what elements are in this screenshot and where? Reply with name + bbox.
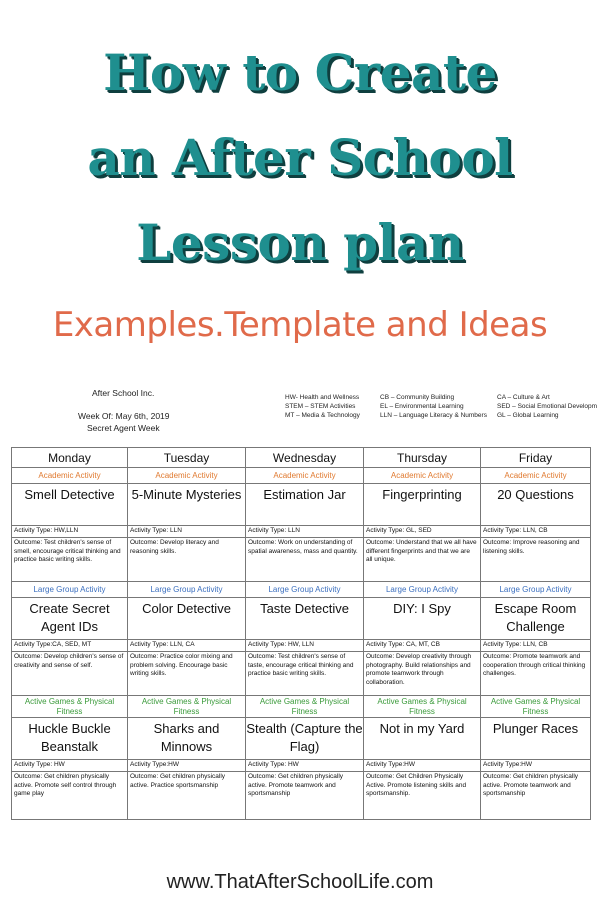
activity-row bbox=[12, 484, 591, 526]
category-row bbox=[12, 582, 591, 598]
category-label: Active Games & Physical Fitness bbox=[364, 696, 481, 718]
outcome-text: Outcome: Develop children's sense of creativity and sense of self. bbox=[12, 652, 128, 696]
outcome-text: Outcome: Get children physically active. Promote self control through game play bbox=[12, 772, 128, 820]
outcome-row bbox=[12, 652, 591, 696]
activity-type-row bbox=[12, 760, 591, 772]
category-label: Active Games & Physical Fitness bbox=[246, 696, 364, 718]
category-label: Active Games & Physical Fitness bbox=[481, 696, 591, 718]
activity-name: Sharks and Minnows bbox=[128, 718, 246, 760]
category-label: Large Group Activity bbox=[12, 582, 128, 598]
category-label: Large Group Activity bbox=[364, 582, 481, 598]
category-row bbox=[12, 696, 591, 718]
category-label: Academic Activity bbox=[128, 468, 246, 484]
legend-item: CA – Culture & Art bbox=[497, 394, 550, 401]
day-header-row bbox=[12, 448, 591, 468]
activity-name: 20 Questions bbox=[481, 484, 591, 526]
outcome-text: Outcome: Get children physically active. Promote teamwork and sportsmanship bbox=[481, 772, 591, 820]
activity-row bbox=[12, 598, 591, 640]
day-header: Tuesday bbox=[128, 448, 246, 468]
outcome-text: Outcome: Get children physically active. Practice sportsmanship bbox=[128, 772, 246, 820]
title-line-3: Lesson plan bbox=[136, 213, 464, 272]
activity-type: Activity Type: HW,LLN bbox=[12, 526, 128, 538]
legend-item: EL – Environmental Learning bbox=[380, 403, 464, 410]
outcome-text: Outcome: Get Children Physically Active. Promote listening skills and sportsmanship. bbox=[364, 772, 481, 820]
website-url[interactable]: www.ThatAfterSchoolLife.com bbox=[166, 871, 434, 893]
org-name: After School Inc. bbox=[92, 388, 155, 398]
outcome-row bbox=[12, 772, 591, 820]
category-label: Academic Activity bbox=[246, 468, 364, 484]
activity-type: Activity Type: LLN bbox=[128, 526, 246, 538]
activity-type: Activity Type:HW bbox=[364, 760, 481, 772]
activity-type: Activity Type: LLN bbox=[246, 526, 364, 538]
legend-column-2 bbox=[380, 393, 487, 420]
activity-type: Activity Type: CA, MT, CB bbox=[364, 640, 481, 652]
outcome-text: Outcome: Develop literacy and reasoning skills. bbox=[128, 538, 246, 582]
activity-name: DIY: I Spy bbox=[364, 598, 481, 640]
subtitle: Examples.Template and Ideas bbox=[52, 305, 548, 345]
activity-type-row bbox=[12, 526, 591, 538]
outcome-row bbox=[12, 538, 591, 582]
activity-name: Huckle Buckle Beanstalk bbox=[12, 718, 128, 760]
title-line-1: How to Create bbox=[103, 43, 497, 102]
activity-type: Activity Type: HW, LLN bbox=[246, 640, 364, 652]
category-label: Academic Activity bbox=[364, 468, 481, 484]
activity-name: Fingerprinting bbox=[364, 484, 481, 526]
day-header: Friday bbox=[481, 448, 591, 468]
category-label: Large Group Activity bbox=[128, 582, 246, 598]
activity-name: 5-Minute Mysteries bbox=[128, 484, 246, 526]
activity-type: Activity Type: HW bbox=[246, 760, 364, 772]
category-label: Large Group Activity bbox=[246, 582, 364, 598]
title-line-2: an After School bbox=[87, 128, 513, 187]
activity-name: Plunger Races bbox=[481, 718, 591, 760]
legend-item: STEM – STEM Activities bbox=[285, 403, 356, 410]
outcome-text: Outcome: Promote teamwork and cooperation through critical thinking challenges. bbox=[481, 652, 591, 696]
outcome-text: Outcome: Practice color mixing and problem solving. Encourage basic writing skills. bbox=[128, 652, 246, 696]
legend-item: LLN – Language Literacy & Numbers bbox=[380, 412, 487, 419]
legend-item: CB – Community Building bbox=[380, 394, 455, 401]
activity-name: Not in my Yard bbox=[364, 718, 481, 760]
category-label: Academic Activity bbox=[481, 468, 591, 484]
legend-column-3 bbox=[497, 393, 597, 420]
legend-item: MT – Media & Technology bbox=[285, 412, 360, 419]
lesson-plan-table bbox=[11, 447, 591, 820]
day-header: Monday bbox=[12, 448, 128, 468]
activity-name: Color Detective bbox=[128, 598, 246, 640]
activity-name: Create Secret Agent IDs bbox=[12, 598, 128, 640]
activity-type: Activity Type:HW bbox=[481, 760, 591, 772]
activity-name: Estimation Jar bbox=[246, 484, 364, 526]
outcome-text: Outcome: Test children's sense of taste, encourage critical thinking and practice basic writing skills. bbox=[246, 652, 364, 696]
legend-column-1 bbox=[285, 393, 360, 420]
legend-item: SED – Social Emotional Developm bbox=[497, 403, 597, 410]
outcome-text: Outcome: Test children's sense of smell, encourage critical thinking and practice basic writing skills. bbox=[12, 538, 128, 582]
week-of: Week Of: May 6th, 2019 bbox=[78, 411, 170, 421]
day-header: Wednesday bbox=[246, 448, 364, 468]
outcome-text: Outcome: Get children physically active. Promote teamwork and sportsmanship bbox=[246, 772, 364, 820]
activity-name: Smell Detective bbox=[12, 484, 128, 526]
legend-item: GL – Global Learning bbox=[497, 412, 559, 419]
activity-name: Taste Detective bbox=[246, 598, 364, 640]
day-header: Thursday bbox=[364, 448, 481, 468]
activity-type: Activity Type: LLN, CA bbox=[128, 640, 246, 652]
activity-name: Escape Room Challenge bbox=[481, 598, 591, 640]
outcome-text: Outcome: Understand that we all have different fingerprints and that we are all unique. bbox=[364, 538, 481, 582]
activity-row bbox=[12, 718, 591, 760]
category-label: Large Group Activity bbox=[481, 582, 591, 598]
outcome-text: Outcome: Work on understanding of spatial awareness, mass and quantity. bbox=[246, 538, 364, 582]
outcome-text: Outcome: Improve reasoning and listening skills. bbox=[481, 538, 591, 582]
activity-type: Activity Type: HW bbox=[12, 760, 128, 772]
category-label: Academic Activity bbox=[12, 468, 128, 484]
activity-type: Activity Type: LLN, CB bbox=[481, 640, 591, 652]
outcome-text: Outcome: Develop creativity through photography. Build relationships and promote teamwork through collaboration. bbox=[364, 652, 481, 696]
category-row bbox=[12, 468, 591, 484]
activity-type: Activity Type: LLN, CB bbox=[481, 526, 591, 538]
activity-name: Stealth (Capture the Flag) bbox=[246, 718, 364, 760]
activity-type-row bbox=[12, 640, 591, 652]
activity-type: Activity Type: GL, SED bbox=[364, 526, 481, 538]
activity-type: Activity Type:CA, SED, MT bbox=[12, 640, 128, 652]
week-theme: Secret Agent Week bbox=[87, 423, 160, 433]
activity-type: Activity Type:HW bbox=[128, 760, 246, 772]
legend-item: HW- Health and Wellness bbox=[285, 394, 360, 401]
category-label: Active Games & Physical Fitness bbox=[128, 696, 246, 718]
category-label: Active Games & Physical Fitness bbox=[12, 696, 128, 718]
